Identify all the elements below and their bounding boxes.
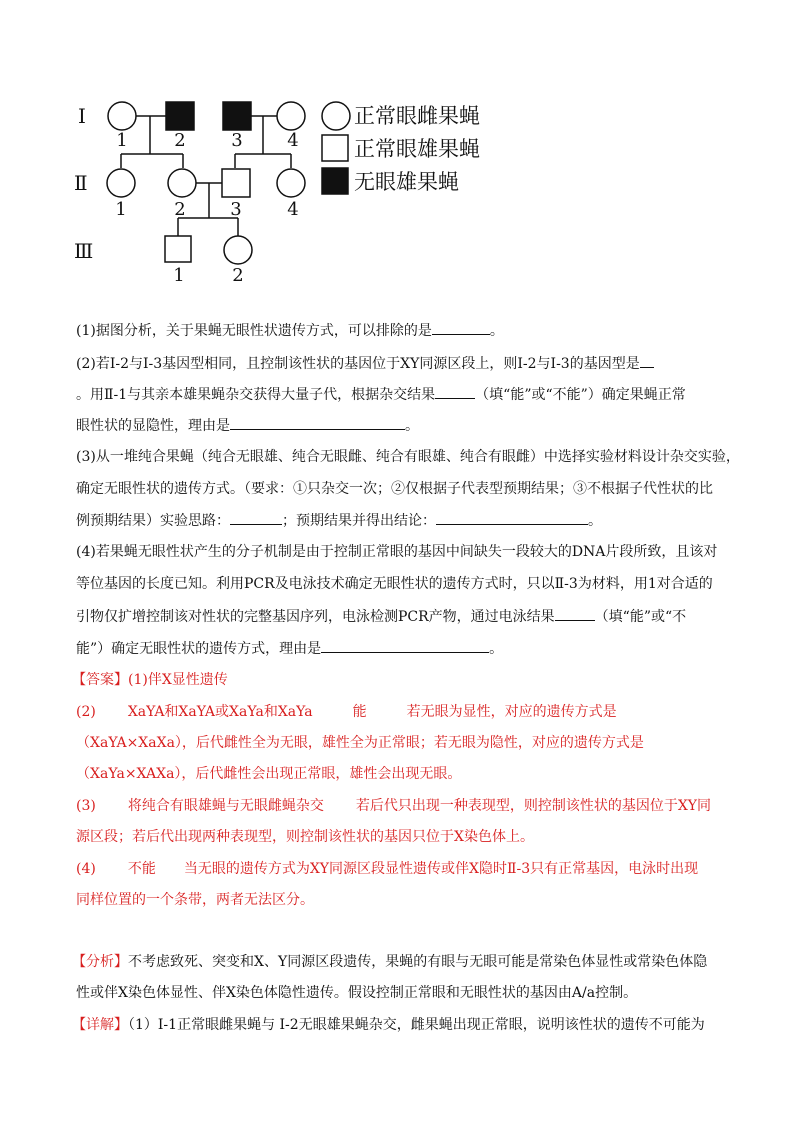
q3-line3a: 例预期结果）实验思路： <box>76 513 230 529</box>
answer-2-line-1 <box>76 702 736 722</box>
blank[interactable] <box>432 320 490 335</box>
individual-II-3 <box>222 169 250 197</box>
individual-II-2 <box>168 169 196 197</box>
q3-line3b: ；预期结果并得出结论： <box>282 513 436 529</box>
answer-2-reason-1: 若无眼为显性，对应的遗传方式是 <box>406 704 617 720</box>
blank[interactable] <box>230 415 405 430</box>
question-3-line-1: (3)从一堆纯合果蝇（纯合无眼雄、纯合无眼雌、纯合有眼雄、纯合有眼雌）中选择实验材料设计杂交实验， <box>76 449 740 465</box>
q2-line3a: 眼性状的显隐性，理由是 <box>76 418 230 434</box>
number-II-4: 4 <box>287 199 299 220</box>
answer-3-result-1: 若后代只出现一种表现型，则控制该性状的基因位于XY同 <box>355 798 712 814</box>
answer-3-line-2: 源区段；若后代出现两种表现型，则控制该性状的基因只位于X染色体上。 <box>76 829 534 845</box>
question-3-line-2: 确定无眼性状的遗传方式。（要求：①只杂交一次；②仅根据子代表型预期结果；③不根据子代性状的比 <box>76 481 713 497</box>
question-3-line-3 <box>76 510 736 531</box>
legend-male-eyeless-icon <box>322 168 348 194</box>
analysis-label: 【分析】 <box>72 954 128 970</box>
blank[interactable] <box>321 638 489 653</box>
question-4-line-2: 等位基因的长度已知。利用PCR及电泳技术确定无眼性状的遗传方式时，只以Ⅱ-3为材料，用1对合适的 <box>76 576 713 592</box>
answer-4-num: (4) <box>76 861 96 877</box>
answer-label: 【答案】 <box>72 672 128 688</box>
question-4-line-1: (4)若果蝇无眼性状产生的分子机制是由于控制正常眼的基因中间缺失一段较大的DNA片段所致，且该对 <box>76 544 718 560</box>
individual-I-1 <box>108 102 136 130</box>
generation-label-III: Ⅲ <box>74 239 94 263</box>
answer-4-reason-1: 当无眼的遗传方式为XY同源区段显性遗传或伴X隐时Ⅱ-3只有正常基因，电泳时出现 <box>183 861 699 877</box>
legend-male-eyeless-label: 无眼雄果蝇 <box>354 170 459 194</box>
question-4-line-4 <box>76 638 736 659</box>
individual-I-2 <box>166 102 194 130</box>
number-II-2: 2 <box>174 199 186 220</box>
answer-3-line-1 <box>76 796 736 816</box>
analysis-line-1 <box>72 952 732 972</box>
number-II-1: 1 <box>115 199 127 220</box>
answer-4-cannot: 不能 <box>127 861 156 877</box>
number-III-1: 1 <box>173 265 185 286</box>
individual-I-4 <box>277 102 305 130</box>
individual-III-2 <box>224 236 252 264</box>
analysis-line-2: 性或伴X染色体显性、伴X染色体隐性遗传。假设控制正常眼和无眼性状的基因由A/a控制。 <box>76 985 638 1001</box>
q2-line3b: 。 <box>405 418 419 434</box>
blank[interactable] <box>640 353 654 368</box>
generation-label-I: Ⅰ <box>78 104 86 128</box>
blank[interactable] <box>230 510 282 525</box>
number-III-2: 2 <box>232 265 244 286</box>
individual-II-1 <box>107 169 135 197</box>
q4-line4b: 。 <box>489 641 504 657</box>
question-1 <box>76 320 736 341</box>
answer-4-line-1 <box>76 859 736 879</box>
question-2-line-2 <box>76 384 736 405</box>
answer-2-can: 能 <box>352 704 367 720</box>
q2-line1-text: (2)若Ⅰ-2与Ⅰ-3基因型相同，且控制该性状的基因位于XY同源区段上，则Ⅰ-2与Ⅰ-3的基因型是 <box>76 356 640 372</box>
answer-line-1 <box>72 670 732 690</box>
detail-text-1: （1）I-1正常眼雌果蝇与 I-2无眼雄果蝇杂交，雌果蝇出现正常眼，说明该性状的遗传不可能为 <box>128 1017 705 1033</box>
number-I-1: 1 <box>116 130 128 151</box>
blank[interactable] <box>436 510 588 525</box>
legend-male-normal-icon <box>322 135 348 161</box>
legend-female-normal-icon <box>322 102 350 130</box>
answer-1: (1)伴X显性遗传 <box>128 672 228 688</box>
answer-3-idea: 将纯合有眼雄蝇与无眼雌蝇杂交 <box>127 798 324 814</box>
q2-line2b: （填“能”或“不能”）确定果蝇正常 <box>475 387 686 403</box>
individual-III-1 <box>165 236 191 262</box>
q3-line3c: 。 <box>588 513 602 529</box>
answer-2-line-3: （XaYa×XAXa），后代雌性会出现正常眼，雄性会出现无眼。 <box>76 766 462 782</box>
detail-line-1 <box>72 1015 732 1035</box>
number-II-3: 3 <box>230 199 242 220</box>
answer-2-genotype: XaYA和XaYA或XaYa和XaYa <box>127 704 313 720</box>
individual-I-3 <box>223 102 251 130</box>
blank[interactable] <box>435 384 475 399</box>
individual-II-4 <box>277 169 305 197</box>
q4-line4a: 能”）确定无眼性状的遗传方式，理由是 <box>76 641 322 657</box>
q1-text: (1)据图分析，关于果蝇无眼性状遗传方式，可以排除的是 <box>76 323 432 339</box>
question-2-line-3 <box>76 415 736 436</box>
detail-label: 【详解】 <box>72 1017 128 1033</box>
legend-male-normal-label: 正常眼雄果蝇 <box>354 137 480 161</box>
number-I-2: 2 <box>174 130 186 151</box>
question-4-line-3 <box>76 606 736 627</box>
q1-end: 。 <box>489 323 504 339</box>
answer-2-line-2: （XaYA×XaXa），后代雌性全为无眼，雄性全为正常眼；若无眼为隐性，对应的遗传方式是 <box>76 735 644 751</box>
analysis-text-1: 不考虑致死、突变和X、Y同源区段遗传，果蝇的有眼与无眼可能是常染色体显性或常染色体隐 <box>128 954 708 970</box>
answer-4-line-2: 同样位置的一个条带，两者无法区分。 <box>76 892 314 908</box>
answer-2-num: (2) <box>76 704 96 720</box>
generation-label-II: Ⅱ <box>74 171 88 195</box>
blank[interactable] <box>555 606 595 621</box>
q4-line3a: 引物仅扩增控制该对性状的完整基因序列，电泳检测PCR产物，通过电泳结果 <box>76 609 555 625</box>
number-I-4: 4 <box>287 130 299 151</box>
q2-line2a: 。用Ⅱ-1与其亲本雄果蝇杂交获得大量子代，根据杂交结果 <box>76 387 436 403</box>
number-I-3: 3 <box>231 130 243 151</box>
q4-line3b: （填“能”或“不 <box>594 609 687 625</box>
answer-3-num: (3) <box>76 798 96 814</box>
pedigree-diagram <box>70 88 510 288</box>
legend-female-normal-label: 正常眼雌果蝇 <box>354 104 480 128</box>
question-2-line-1 <box>76 353 736 374</box>
